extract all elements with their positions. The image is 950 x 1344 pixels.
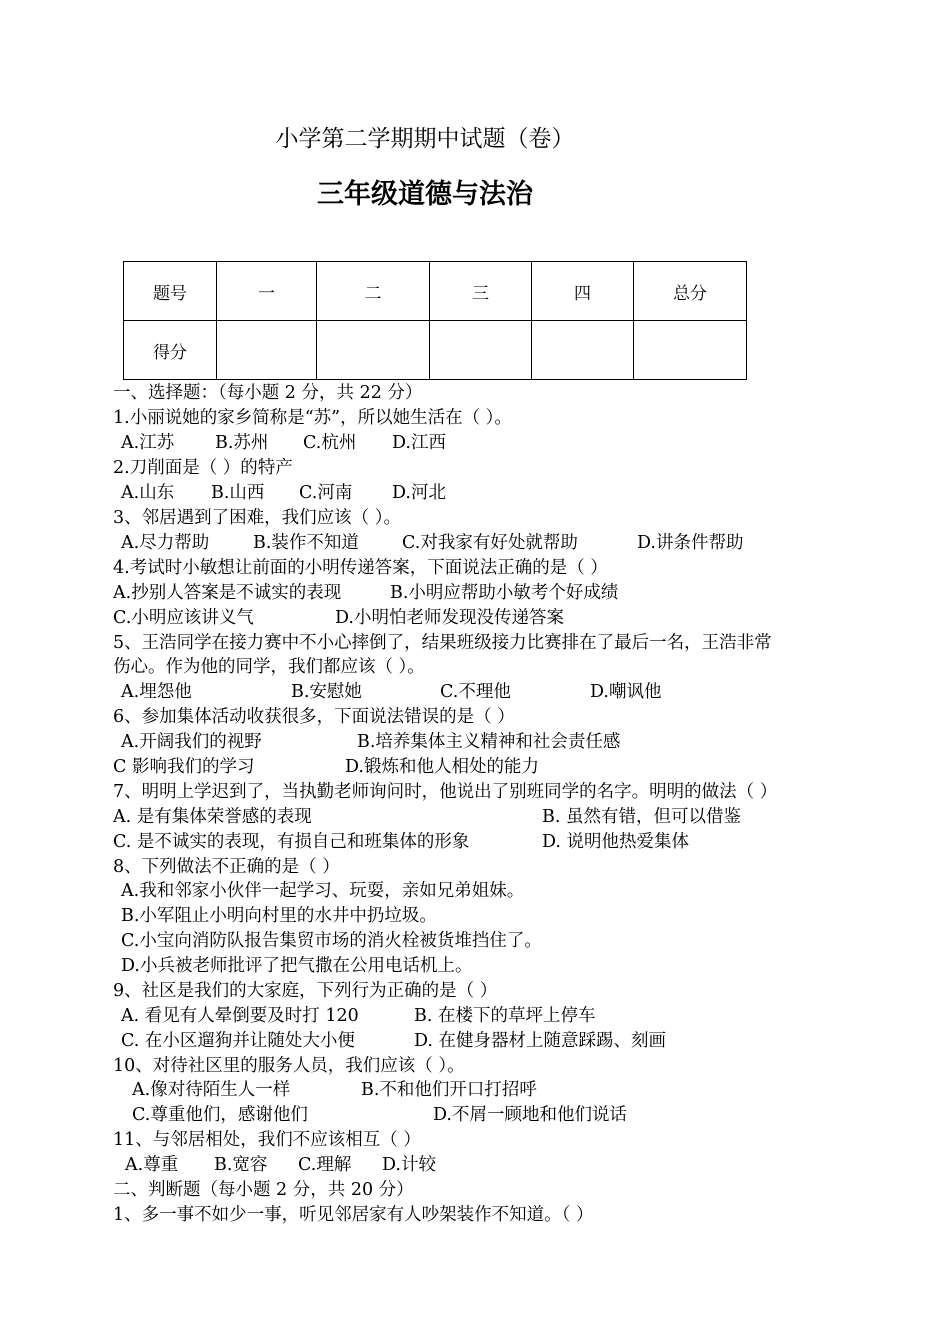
score-blank-cell bbox=[430, 321, 532, 380]
option: B.山西 bbox=[211, 483, 265, 503]
option: B. 虽然有错，但可以借鉴 bbox=[542, 807, 741, 827]
option: A. 看见有人晕倒要及时打 120 bbox=[121, 1006, 359, 1026]
option: A.埋怨他 bbox=[121, 682, 192, 702]
option: C.杭州 bbox=[303, 433, 357, 453]
exam-subtitle: 三年级道德与法治 bbox=[317, 179, 533, 210]
option: D.计较 bbox=[382, 1155, 436, 1175]
score-header-row bbox=[124, 262, 747, 321]
score-cell: 题号 bbox=[124, 262, 217, 321]
option: D.江西 bbox=[392, 433, 446, 453]
option: C.理解 bbox=[298, 1155, 352, 1175]
question-stem: 10、对待社区里的服务人员，我们应该（ ）。 bbox=[113, 1056, 465, 1076]
option: C.小宝向消防队报告集贸市场的消火栓被货堆挡住了。 bbox=[121, 931, 542, 951]
question-stem: 6、参加集体活动收获很多，下面说法错误的是（ ） bbox=[113, 707, 515, 727]
option: C. 在小区遛狗并让随处大小便 bbox=[121, 1031, 355, 1051]
score-table bbox=[123, 261, 747, 380]
question-stem: 11、与邻居相处，我们不应该相互（ ） bbox=[113, 1130, 421, 1150]
score-blank-cell bbox=[317, 321, 430, 380]
score-value-row bbox=[124, 321, 747, 380]
score-cell: 二 bbox=[317, 262, 430, 321]
option: D. 说明他热爱集体 bbox=[542, 832, 690, 852]
option: D.不屑一顾地和他们说话 bbox=[433, 1105, 627, 1125]
question-stem: 7、明明上学迟到了，当执勤老师询问时，他说出了别班同学的名字。明明的做法（ ） bbox=[113, 782, 778, 802]
option: B.苏州 bbox=[215, 433, 269, 453]
option: C. 是不诚实的表现，有损自己和班集体的形象 bbox=[113, 832, 470, 852]
option: D.讲条件帮助 bbox=[637, 533, 744, 553]
score-cell: 总分 bbox=[634, 262, 747, 321]
question-stem: 1.小丽说她的家乡简称是“苏”，所以她生活在（ ）。 bbox=[113, 408, 512, 428]
option: D.嘲讽他 bbox=[590, 682, 662, 702]
option: C.对我家有好处就帮助 bbox=[402, 533, 578, 553]
option: A.我和邻家小伙伴一起学习、玩耍，亲如兄弟姐妹。 bbox=[121, 881, 525, 901]
option: B.装作不知道 bbox=[253, 533, 359, 553]
option: B.安慰她 bbox=[291, 682, 362, 702]
question-stem: 4.考试时小敏想让前面的小明传递答案，下面说法正确的是（ ） bbox=[113, 558, 608, 578]
option: A.尽力帮助 bbox=[121, 533, 210, 553]
option: D.小明怕老师发现没传递答案 bbox=[335, 608, 564, 628]
section2-heading: 二、判断题（每小题 2 分，共 20 分） bbox=[113, 1180, 414, 1200]
option: D.锻炼和他人相处的能力 bbox=[345, 757, 539, 777]
option: C.小明应该讲义气 bbox=[113, 608, 254, 628]
option: A.像对待陌生人一样 bbox=[132, 1080, 291, 1100]
question-stem: 8、下列做法不正确的是（ ） bbox=[113, 857, 340, 877]
question-stem: 2.刀削面是（ ）的特产 bbox=[113, 458, 293, 478]
option: A.江苏 bbox=[121, 433, 175, 453]
question-stem: 5、王浩同学在接力赛中不小心摔倒了，结果班级接力比赛排在了最后一名，王浩非常 bbox=[113, 633, 772, 653]
exam-title: 小学第二学期期中试题（卷） bbox=[275, 126, 575, 152]
option: B.不和他们开口打招呼 bbox=[361, 1080, 537, 1100]
option: D.小兵被老师批评了把气撒在公用电话机上。 bbox=[121, 956, 473, 976]
score-blank-cell bbox=[532, 321, 634, 380]
score-cell: 得分 bbox=[124, 321, 217, 380]
option: A.尊重 bbox=[125, 1155, 179, 1175]
score-cell: 一 bbox=[217, 262, 317, 321]
question-stem: 3、邻居遇到了困难，我们应该（ ）。 bbox=[113, 508, 401, 528]
question-stem: 1、多一事不如少一事，听见邻居家有人吵架装作不知道。（ ） bbox=[113, 1205, 594, 1225]
score-cell: 四 bbox=[532, 262, 634, 321]
option: A.抄别人答案是不诚实的表现 bbox=[113, 583, 342, 603]
score-blank-cell bbox=[217, 321, 317, 380]
option: C.不理他 bbox=[440, 682, 511, 702]
option: B.小军阻止小明向村里的水井中扔垃圾。 bbox=[121, 906, 437, 926]
option: D.河北 bbox=[392, 483, 446, 503]
option: B. 在楼下的草坪上停车 bbox=[414, 1006, 596, 1026]
score-cell: 三 bbox=[430, 262, 532, 321]
option: B.培养集体主义精神和社会责任感 bbox=[357, 732, 621, 752]
option: B.小明应帮助小敏考个好成绩 bbox=[390, 583, 619, 603]
option: C 影响我们的学习 bbox=[113, 757, 255, 777]
score-blank-cell bbox=[634, 321, 747, 380]
option: D. 在健身器材上随意踩踢、刻画 bbox=[414, 1031, 667, 1051]
option: A.开阔我们的视野 bbox=[121, 732, 262, 752]
option: A. 是有集体荣誉感的表现 bbox=[113, 807, 312, 827]
option: C.河南 bbox=[299, 483, 353, 503]
option: C.尊重他们，感谢他们 bbox=[132, 1105, 308, 1125]
option: A.山东 bbox=[121, 483, 175, 503]
option: B.宽容 bbox=[214, 1155, 268, 1175]
question-stem: 伤心。作为他的同学，我们都应该（ ）。 bbox=[113, 657, 425, 677]
section1-heading: 一、选择题：（每小题 2 分，共 22 分） bbox=[113, 383, 423, 403]
question-stem: 9、社区是我们的大家庭，下列行为正确的是（ ） bbox=[113, 981, 498, 1001]
